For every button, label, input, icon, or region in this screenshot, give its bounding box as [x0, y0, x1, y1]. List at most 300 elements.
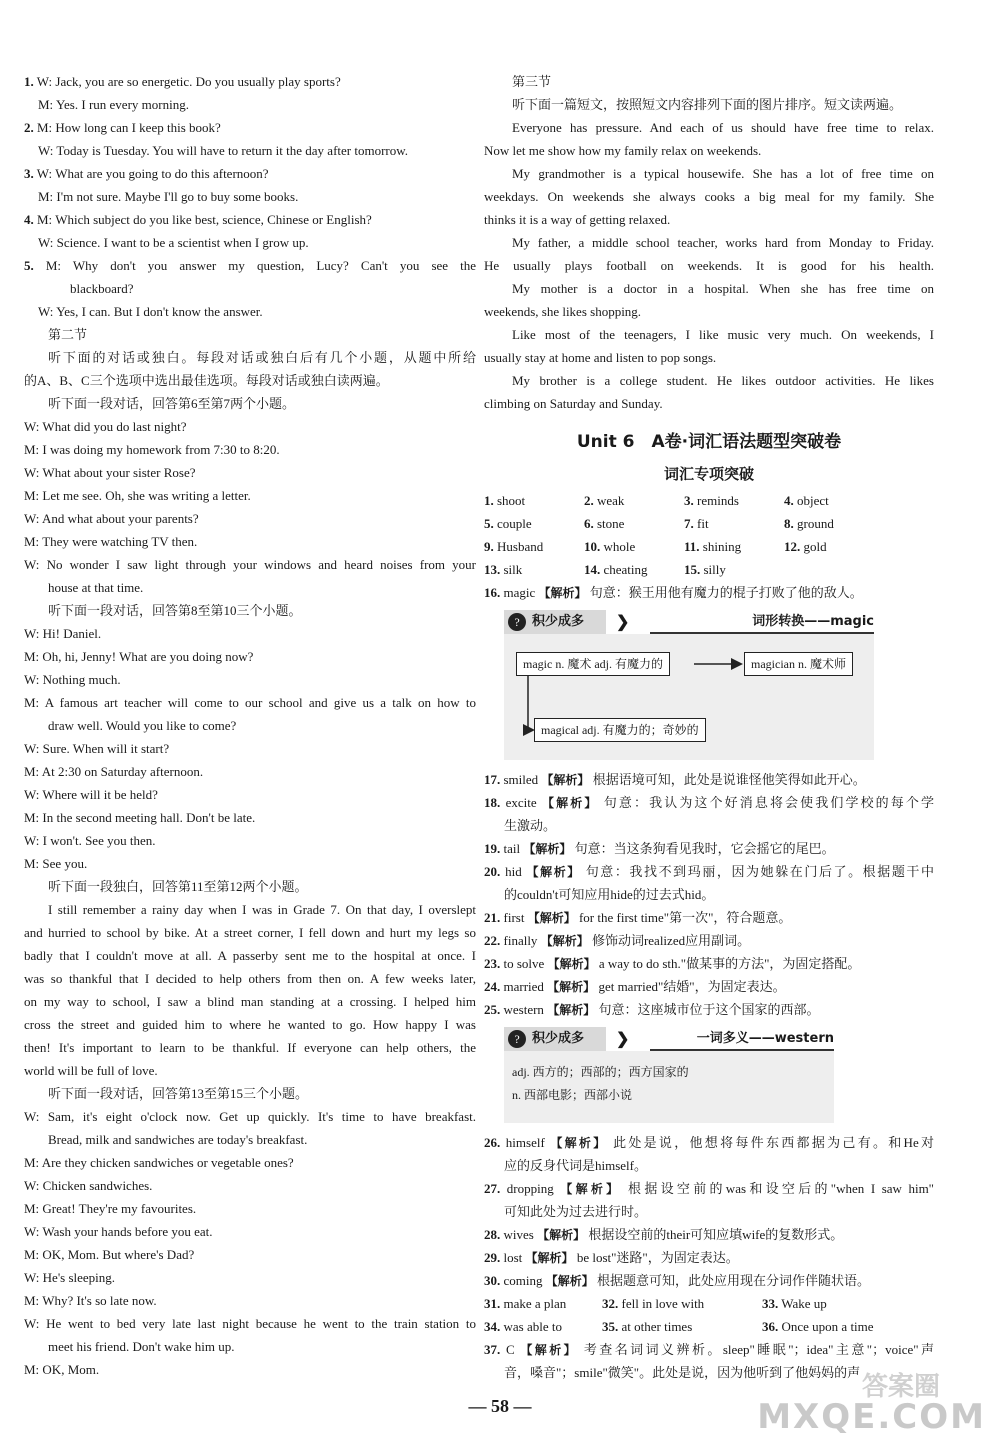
right-column [484, 70, 934, 1384]
analysis-text: 根据设空前的was和设空后的"when I saw him" [628, 1181, 934, 1196]
answer-word: stone [597, 516, 625, 531]
dialogue-line [24, 1220, 476, 1243]
answer-number: 2. [584, 493, 594, 508]
line-text: Are they chicken sandwiches or vegetable ones? [41, 1155, 294, 1170]
answer-number: 25. [484, 1002, 501, 1017]
answer-word: smiled [503, 772, 539, 787]
analysis-text: 的couldn't可知应用hide的过去式hid。 [504, 887, 715, 902]
answer-number: 13. [484, 562, 501, 577]
passage-line: My grandmother is a typical housewife. She has a lot of free time on [512, 166, 934, 181]
dialogue-line [24, 622, 476, 645]
speaker: M: [24, 649, 40, 664]
analysis-text: 此处是说，他想将每件东西都据为己有。和He对 [613, 1135, 934, 1150]
answer-row [484, 860, 934, 883]
analysis-text: 可知此处为过去进行时。 [504, 1204, 648, 1219]
passage-line: climbing on Saturday and Sunday. [484, 396, 663, 411]
answer-row [484, 952, 934, 975]
answer-row [484, 791, 934, 814]
analysis-text: 考查名词词义辨析。sleep"睡眠"；idea"主意"；voice"声 [583, 1342, 934, 1357]
answer-row [484, 581, 934, 604]
vocab-answer-grid [484, 489, 934, 581]
answer-word: couple [497, 516, 532, 531]
analysis-tag: 【解析】 [542, 796, 599, 810]
speaker: W: [36, 166, 53, 181]
watermark: MXQE.COM [757, 1397, 986, 1437]
answer-number: 33. [762, 1296, 779, 1311]
line-text: Chicken sandwiches. [42, 1178, 153, 1193]
dialogue-line [24, 1243, 476, 1266]
line-text: Sam, it's eight o'clock now. Get up quickly. It's time to have breakfast. [47, 1109, 476, 1124]
line-text: No wonder I saw light through your windows and heard noises from your [46, 557, 476, 572]
dialogue-intro: 听下面一段对话，回答第6至第7两个小题。 [48, 396, 296, 411]
short-answer [602, 1292, 762, 1315]
speaker: W: [24, 1224, 40, 1239]
answer-number: 20. [484, 864, 501, 879]
passage-line: thinks it is a way of getting relaxed. [484, 212, 671, 227]
dialogue-line [24, 208, 476, 231]
short-answer [484, 1315, 602, 1338]
dialogue-line [24, 70, 476, 93]
line-text: See you. [42, 856, 88, 871]
speaker: W: [36, 74, 53, 89]
answer-word: to solve [503, 956, 545, 971]
answer-row [484, 1154, 934, 1177]
banner-label: 积少成多 [504, 1027, 606, 1051]
speaker: M: [24, 695, 40, 710]
answer-word: reminds [697, 493, 739, 508]
answer-row [484, 1200, 934, 1223]
answer-number: 34. [484, 1319, 501, 1334]
speaker: M: [38, 97, 54, 112]
line-text: What did you do last night? [42, 419, 187, 434]
dialogue-line [24, 93, 476, 116]
analysis-text: get married"结婚"，为固定表达。 [598, 979, 786, 994]
answer-word: hid [505, 864, 522, 879]
instruction-line: 听下面一篇短文，按照短文内容排列下面的图片排序。短文读两遍。 [512, 97, 903, 112]
speaker: W: [24, 672, 40, 687]
passage-line: My father, a middle school teacher, works hard from Monday to Friday. [512, 235, 934, 250]
monologue-intro: 听下面一段独白，回答第11至第12两个小题。 [48, 879, 308, 894]
speaker: W: [24, 741, 40, 756]
answer-word: shoot [497, 493, 526, 508]
answer-number: 28. [484, 1227, 501, 1242]
vocab-title: 词汇专项突破 [663, 465, 754, 483]
analysis-text: a way to do sth."做某事的方法"，为固定搭配。 [598, 956, 861, 971]
dialogue-line [24, 783, 476, 806]
speaker: W: [38, 235, 54, 250]
short-answer [602, 1315, 762, 1338]
answer-row [484, 814, 934, 837]
line-text: I was doing my homework from 7:30 to 8:20. [42, 442, 280, 457]
analysis-tag: 【解析】 [541, 773, 590, 787]
dialogue-line [24, 1174, 476, 1197]
answer-row [484, 1269, 934, 1292]
answer-word: coming [503, 1273, 543, 1288]
analysis-text: 根据题意可知，此处应用现在分词作伴随状语。 [597, 1273, 871, 1288]
short-answer [762, 1292, 922, 1315]
dialogue-line [24, 277, 476, 300]
answer-number: 35. [602, 1319, 619, 1334]
dialogue-line [24, 668, 476, 691]
line-text: draw well. Would you like to come? [48, 718, 237, 733]
answer-word: married [503, 979, 544, 994]
analysis-tag: 【解析】 [527, 911, 576, 925]
speaker: W: [24, 626, 40, 641]
dialogue-line [24, 231, 476, 254]
line-text: Why don't you answer my question, Lucy? Can't you see the [72, 258, 476, 273]
line-text: Yes. I run every morning. [55, 97, 189, 112]
passage-line: Everyone has pressure. And each of us should have free time to relax. [512, 120, 934, 135]
analysis-text: 句意：我找不到玛丽，因为她躲在门后了。根据题干中 [585, 864, 934, 879]
dialogue-line [24, 852, 476, 875]
monologue-line: was so thankful that I decided to help others from then on. A few weeks later, [24, 971, 476, 986]
monologue-line: I still remember a rainy day when I was in Grade 7. On that day, I overslept [48, 902, 476, 917]
answer-word: weak [597, 493, 625, 508]
speaker: M: [24, 1362, 40, 1377]
analysis-text: 应的反身代词是himself。 [504, 1158, 647, 1173]
answer-word: Wake up [781, 1296, 827, 1311]
speaker: W: [24, 419, 40, 434]
speaker: M: [24, 534, 40, 549]
answer-row [484, 883, 934, 906]
passage-line: usually stay at home and listen to pop songs. [484, 350, 717, 365]
page-number: — 58 — [468, 1396, 532, 1416]
vocab-answer [484, 535, 584, 558]
analysis-tag: 【解析】 [538, 586, 587, 600]
answer-word: ground [797, 516, 834, 531]
passage-line: Now let me show how my family relax on weekends. [484, 143, 762, 158]
dialogue-line [24, 760, 476, 783]
answer-word: make a plan [503, 1296, 567, 1311]
speaker: W: [24, 1178, 40, 1193]
analysis-tag: 【解析】 [547, 957, 596, 971]
answer-number: 14. [584, 562, 601, 577]
dialogue-line [24, 691, 476, 714]
answer-number: 7. [684, 516, 694, 531]
speaker: M: [37, 120, 53, 135]
analysis-tag: 【解析】 [525, 1251, 574, 1265]
speaker: M: [24, 488, 40, 503]
dialogue-line [24, 1128, 476, 1151]
speaker: W: [24, 833, 40, 848]
dialogue-line [24, 645, 476, 668]
analysis-text: 根据设空前的their可知应填wife的复数形式。 [588, 1227, 844, 1242]
answer-number: 23. [484, 956, 501, 971]
line-text: Jack, you are so energetic. Do you usually play sports? [55, 74, 341, 89]
dialogue-line [24, 507, 476, 530]
line-text: Let me see. Oh, she was writing a letter. [42, 488, 251, 503]
vocab-answer [484, 512, 584, 535]
analysis-continuation: 音，嗓音"；smile"微笑"。此处是说，因为他听到了他妈妈的声 [504, 1365, 861, 1380]
answer-word: dropping [506, 1181, 554, 1196]
answer-number: 9. [484, 539, 494, 554]
analysis-tag: 【解析】 [547, 1003, 596, 1017]
vocab-answer [784, 512, 884, 535]
knowledge-body [504, 1051, 834, 1123]
line-text: OK, Mom. [42, 1362, 100, 1377]
vocab-answer [784, 535, 884, 558]
vocab-answer [584, 558, 684, 581]
dialogue-line [24, 1151, 476, 1174]
analysis-tag: 【解析】 [526, 865, 581, 879]
lightbulb-icon: ? [508, 613, 526, 631]
answer-number: 6. [584, 516, 594, 531]
answer-word: fit [697, 516, 709, 531]
analysis-tag: 【解析】 [545, 1274, 594, 1288]
speaker: W: [24, 1270, 40, 1285]
dialogue-line [24, 1197, 476, 1220]
answer-number: 31. [484, 1296, 501, 1311]
analysis-text: 修饰动词realized应用副词。 [591, 933, 751, 948]
speaker: W: [24, 557, 40, 572]
dialogue-line [24, 415, 476, 438]
line-text: Nothing much. [42, 672, 121, 687]
line-text: They were watching TV then. [42, 534, 198, 549]
answer-row [484, 975, 934, 998]
answer-word: western [503, 1002, 544, 1017]
monologue-line: cross the street and guided him to where he wanted to go. How happy I was [24, 1017, 476, 1032]
meaning-line: n. 西部电影；西部小说 [512, 1088, 633, 1102]
analysis-text: 句意：这座城市位于这个国家的西部。 [598, 1002, 820, 1017]
answer-number: 36. [762, 1319, 779, 1334]
answer-number: 16. [484, 585, 501, 600]
line-text: Oh, hi, Jenny! What are you doing now? [42, 649, 254, 664]
question-number: 2. [24, 120, 34, 135]
answer-row [484, 1177, 934, 1200]
answer-word: was able to [503, 1319, 562, 1334]
speaker: M: [45, 258, 62, 273]
dialogue-line [24, 116, 476, 139]
dialogue-line [24, 530, 476, 553]
passage-line: weekends, she likes shopping. [484, 304, 642, 319]
speaker: W: [24, 511, 40, 526]
dialogue-line [24, 1335, 476, 1358]
line-text: Why? It's so late now. [42, 1293, 157, 1308]
answer-word: Once upon a time [781, 1319, 874, 1334]
line-text: He's sleeping. [42, 1270, 116, 1285]
banner-title: 一词多义——western [696, 1031, 834, 1046]
vocab-answer [484, 558, 584, 581]
dialogue-line [24, 553, 476, 576]
dialogue-line [24, 185, 476, 208]
line-text: How long can I keep this book? [55, 120, 221, 135]
speaker: M: [24, 1155, 40, 1170]
line-text: He went to bed very late last night because he went to the train station to [46, 1316, 476, 1331]
dialogue-line [24, 714, 476, 737]
dialogue-line [24, 438, 476, 461]
analysis-text: 生激动。 [504, 818, 557, 833]
analysis-tag: 【解析】 [550, 1136, 608, 1150]
answer-row [484, 1246, 934, 1269]
knowledge-box-western [504, 1027, 834, 1123]
line-text: house at that time. [48, 580, 144, 595]
speaker: M: [24, 1247, 40, 1262]
question-number: 4. [24, 212, 34, 227]
analysis-tag: 【解析】 [560, 1182, 622, 1196]
answer-number: 4. [784, 493, 794, 508]
speaker: M: [24, 442, 40, 457]
speaker: W: [24, 787, 40, 802]
passage-line: My brother is a college student. He likes outdoor activities. He likes [512, 373, 934, 388]
short-answer [762, 1315, 922, 1338]
line-text: Yes, I can. But I don't know the answer. [56, 304, 263, 319]
instruction-line: 听下面的对话或独白。每段对话或独白后有几个小题，从题中所给 [48, 350, 476, 365]
dialogue-line [24, 139, 476, 162]
analysis-text: 句意：猴王用他有魔力的棍子打败了他的敌人。 [589, 585, 863, 600]
analysis-text: 句意：当这条狗看见我时，它会摇它的尾巴。 [574, 841, 835, 856]
unit-title: Unit 6 A卷·词汇语法题型突破卷 [576, 432, 842, 452]
speaker: M: [37, 212, 53, 227]
lightbulb-icon: ? [508, 1030, 526, 1048]
line-text: blackboard? [70, 281, 134, 296]
monologue-line: on my way to school, I saw a blind man standing at a crossing. I helped him [24, 994, 476, 1009]
answer-number: 24. [484, 979, 501, 994]
answer-word: first [503, 910, 525, 925]
answer-word: finally [503, 933, 538, 948]
chevron-right-icon: ❯ [616, 614, 630, 631]
dialogue-line [24, 829, 476, 852]
line-text: Great! They're my favourites. [42, 1201, 197, 1216]
answer-number: 29. [484, 1250, 501, 1265]
answer-word: excite [505, 795, 537, 810]
line-text: Wash your hands before you eat. [42, 1224, 213, 1239]
vocab-answer [584, 512, 684, 535]
answer-word: wives [503, 1227, 534, 1242]
speaker: W: [38, 304, 54, 319]
line-text: Where will it be held? [42, 787, 158, 802]
dialogue-line [24, 1266, 476, 1289]
speaker: M: [24, 810, 40, 825]
line-text: Sure. When will it start? [42, 741, 170, 756]
line-text: At 2:30 on Saturday afternoon. [41, 764, 204, 779]
line-text: Science. I want to be a scientist when I grow up. [56, 235, 309, 250]
knowledge-banner [504, 610, 874, 634]
answer-row [484, 1223, 934, 1246]
monologue-line: and hurried to school by bike. At a street corner, I fell down and hurt my legs so [24, 925, 476, 940]
answer-number: 30. [484, 1273, 501, 1288]
answer-number: 26. [484, 1135, 501, 1150]
instruction-line: 的A、B、C三个选项中选出最佳选项。每段对话或独白读两遍。 [24, 373, 389, 388]
question-number: 5. [24, 258, 34, 273]
dialogue-line [24, 484, 476, 507]
vocab-answer [684, 489, 784, 512]
dialogue-line [24, 1105, 476, 1128]
analysis-tag: 【解析】 [537, 1228, 586, 1242]
answer-word: silly [703, 562, 726, 577]
section-heading: 第二节 [48, 327, 88, 342]
analysis-tag: 【解析】 [520, 1343, 579, 1357]
analysis-text: for the first time"第一次"，符合题意。 [578, 910, 792, 925]
short-answer [484, 1292, 602, 1315]
word-form-box: magic n. 魔术 adj. 有魔力的 [516, 652, 670, 676]
answer-word: whole [603, 539, 636, 554]
left-column [24, 70, 476, 1381]
section-heading: 第三节 [512, 74, 552, 89]
line-text: Bread, milk and sandwiches are today's breakfast. [48, 1132, 308, 1147]
dialogue-line [24, 461, 476, 484]
answer-number: 32. [602, 1296, 619, 1311]
answer-number: 1. [484, 493, 494, 508]
answer-number: 27. [484, 1181, 501, 1196]
knowledge-box-magic [504, 610, 874, 760]
answer-row [484, 1131, 934, 1154]
line-text: Which subject do you like best, science, Chinese or English? [55, 212, 372, 227]
answer-number: 5. [484, 516, 494, 531]
speaker: M: [38, 189, 54, 204]
dialogue-line [24, 806, 476, 829]
answer-number: 15. [684, 562, 701, 577]
answer-row [484, 768, 934, 791]
dialogue-line [24, 576, 476, 599]
speaker: M: [24, 1201, 40, 1216]
answer-row [484, 1315, 934, 1338]
vocab-answer [484, 489, 584, 512]
dialogue-line [24, 254, 476, 277]
question-number: 1. [24, 74, 34, 89]
answer-word: shining [702, 539, 742, 554]
answer-number: 12. [784, 539, 801, 554]
answer-word: silk [503, 562, 523, 577]
answer-row [484, 837, 934, 860]
vocab-answer [584, 535, 684, 558]
speaker: M: [24, 1293, 40, 1308]
answer-word: fell in love with [621, 1296, 705, 1311]
answer-number: 18. [484, 795, 501, 810]
answer-word: C [505, 1342, 515, 1357]
answer-number: 19. [484, 841, 501, 856]
speaker: W: [38, 143, 54, 158]
line-text: In the second meeting hall. Don't be late. [42, 810, 256, 825]
monologue-line: badly that I couldn't move at all. A passerby sent me to the hospital at once. I [24, 948, 476, 963]
vocab-answer [584, 489, 684, 512]
dialogue-line [24, 737, 476, 760]
line-text: What are you going to do this afternoon? [55, 166, 269, 181]
passage-line: weekdays. On weekends she always cooks a big meal for my family. She [484, 189, 934, 204]
answer-number: 17. [484, 772, 501, 787]
line-text: meet his friend. Don't wake him up. [48, 1339, 235, 1354]
line-text: I'm not sure. Maybe I'll go to buy some books. [56, 189, 299, 204]
word-form-box: magician n. 魔术师 [744, 652, 853, 676]
answer-word: cheating [603, 562, 648, 577]
vocab-answer [684, 535, 784, 558]
analysis-text: 根据语境可知，此处是说谁怪他笑得如此开心。 [592, 772, 866, 787]
passage-line: Like most of the teenagers, I like music very much. On weekends, I [512, 327, 934, 342]
answer-word: himself [505, 1135, 545, 1150]
answer-row [484, 1338, 934, 1361]
speaker: M: [24, 764, 40, 779]
monologue-line: world will be full of love. [24, 1063, 158, 1078]
answer-word: gold [803, 539, 827, 554]
answer-word: Husband [497, 539, 544, 554]
answer-row [484, 1292, 934, 1315]
speaker: W: [24, 1109, 40, 1124]
vocab-answer [684, 558, 784, 581]
line-text: Hi! Daniel. [42, 626, 102, 641]
line-text: I won't. See you then. [42, 833, 156, 848]
vocab-answer [684, 512, 784, 535]
answer-number: 21. [484, 910, 501, 925]
chevron-right-icon: ❯ [616, 1031, 630, 1048]
answer-number: 22. [484, 933, 501, 948]
dialogue-line [24, 1312, 476, 1335]
banner-label: 积少成多 [504, 610, 606, 634]
answer-word: magic [503, 585, 536, 600]
dialogue-line [24, 300, 476, 323]
answer-row [484, 906, 934, 929]
analysis-text: 句意：我认为这个好消息将会使我们学校的每个学 [603, 795, 934, 810]
banner-title: 词形转换——magic [752, 614, 874, 629]
watermark-cn: 答案圈 [861, 1372, 940, 1402]
